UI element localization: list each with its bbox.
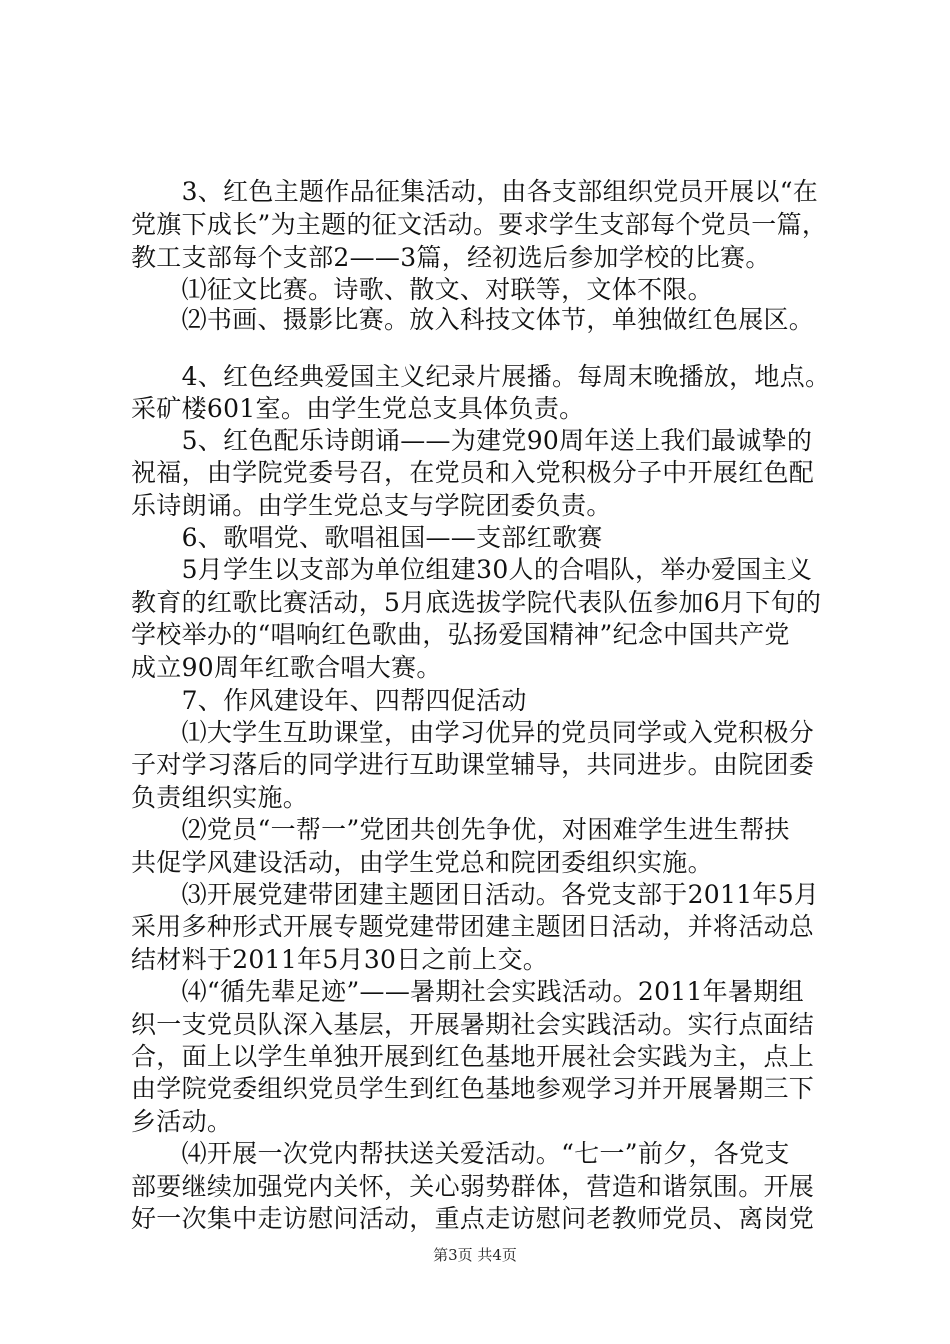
text-line: 教育的红歌比赛活动，5月底选拔学院代表队伍参加6月下旬的 (131, 588, 822, 617)
text-line: 织一支党员队深入基层，开展暑期社会实践活动。实行点面结 (131, 1010, 815, 1039)
text-line: 子对学习落后的同学进行互助课堂辅导，共同进步。由院团委 (131, 750, 815, 779)
page-number-footer: 第3页 共4页 (433, 1246, 517, 1264)
text-line: 5、红色配乐诗朗诵——为建党90周年送上我们最诚挚的 (131, 426, 813, 455)
text-line: 教工支部每个支部2——3篇，经初选后参加学校的比赛。 (131, 243, 771, 272)
text-line: 乡活动。 (131, 1107, 233, 1136)
text-line: ⑶开展党建带团建主题团日活动。各党支部于2011年5月 (131, 880, 820, 909)
text-line: 负责组织实施。 (131, 783, 309, 812)
text-line: 6、歌唱党、歌唱祖国——支部红歌赛 (131, 523, 603, 552)
text-line: ⑴大学生互助课堂，由学习优异的党员同学或入党积极分 (131, 718, 815, 747)
text-line: ⑷开展一次党内帮扶送关爱活动。“七一”前夕，各党支 (131, 1139, 790, 1168)
text-line: 党旗下成长”为主题的征文活动。要求学生支部每个党员一篇， (131, 210, 828, 239)
text-line: 共促学风建设活动，由学生党总和院团委组织实施。 (131, 848, 713, 877)
text-line: 采矿楼601室。由学生党总支具体负责。 (131, 394, 585, 423)
text-line: 部要继续加强党内关怀，关心弱势群体，营造和谐氛围。开展 (131, 1172, 815, 1201)
text-line: 祝福，由学院党委号召，在党员和入党积极分子中开展红色配 (131, 458, 815, 487)
text-line: 好一次集中走访慰问活动，重点走访慰问老教师党员、离岗党 (131, 1204, 815, 1233)
text-line: 由学院党委组织党员学生到红色基地参观学习并开展暑期三下 (131, 1074, 815, 1103)
text-line: 合，面上以学生单独开展到红色基地开展社会实践为主，点上 (131, 1042, 815, 1071)
text-line: ⑴征文比赛。诗歌、散文、对联等，文体不限。 (131, 275, 713, 304)
text-line: ⑵党员“一帮一”党团共创先争优，对困难学生进生帮扶 (131, 815, 790, 844)
text-line: 结材料于2011年5月30日之前上交。 (131, 945, 549, 974)
text-line: 乐诗朗诵。由学生党总支与学院团委负责。 (131, 491, 612, 520)
text-line: 成立90周年红歌合唱大赛。 (131, 653, 442, 682)
text-line: 7、作风建设年、四帮四促活动 (131, 686, 527, 715)
text-line: ⑵书画、摄影比赛。放入科技文体节，单独做红色展区。 (131, 305, 815, 334)
text-line: ⑷“循先辈足迹”——暑期社会实践活动。2011年暑期组 (131, 977, 804, 1006)
text-line: 3、红色主题作品征集活动，由各支部组织党员开展以“在 (131, 177, 819, 206)
text-line: 采用多种形式开展专题党建带团建主题团日活动，并将活动总 (131, 912, 815, 941)
text-line: 学校举办的“唱响红色歌曲，弘扬爱国精神”纪念中国共产党 (131, 620, 790, 649)
text-line: 5月学生以支部为单位组建30人的合唱队，举办爱国主义 (131, 555, 813, 584)
text-line: 4、红色经典爱国主义纪录片展播。每周末晚播放，地点。 (131, 362, 831, 391)
